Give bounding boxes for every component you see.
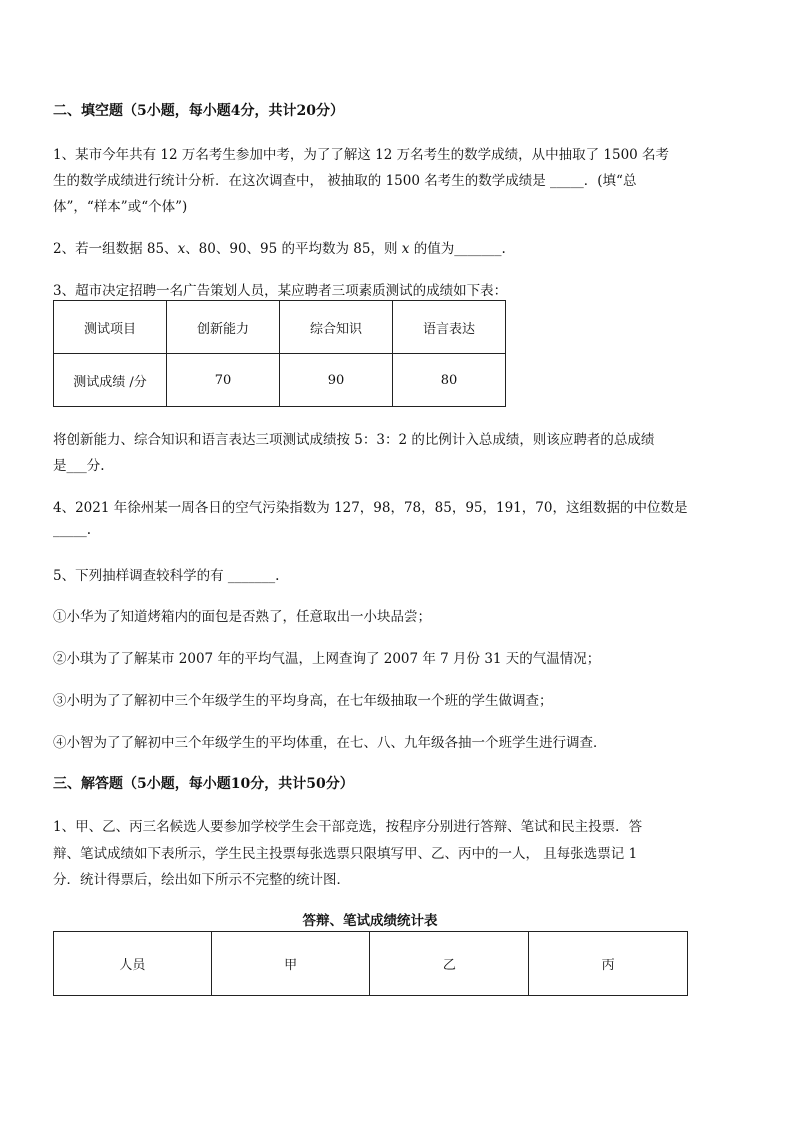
q5-option: ②小琪为了了解某市 2007 年的平均气温，上网查询了 2007 年 7 月份 31 天的气温情况； [53,651,601,667]
q1-line2: 生的数学成绩进行统计分析．在这次调查中， 被抽取的 1500 名考生的数学成绩是 _____．(填“总 [53,173,637,189]
q3-table-cell: 70 [166,354,279,407]
q3-table-header-cell: 语言表达 [392,301,505,354]
s3-table-header-cell: 人员 [54,932,212,996]
q2-variable-2: x [401,241,410,257]
q4-line1: 4、2021 年徐州某一周各日的空气污染指数为 127，98，78，85，95，191，70，这组数据的中位数是 [53,500,688,516]
s3-q1-line3: 分．统计得票后，绘出如下所示不完整的统计图． [53,872,350,888]
q5-option: ①小华为了知道烤箱内的面包是否熟了，任意取出一小块品尝； [53,609,431,625]
q5-option: ④小智为了了解初中三个年级学生的平均体重，在七、八、九年级各抽一个班学生进行调查． [53,735,607,751]
q3-table-cell: 90 [279,354,392,407]
section3-heading: 三、解答题（5小题，每小题10分，共计50分） [53,776,354,792]
q3-line1: 将创新能力、综合知识和语言表达三项测试成绩按 5：3：2 的比例计入总成绩，则该应聘者的总成绩 [53,432,655,448]
s3-q1-line2: 辩、笔试成绩如下表所示，学生民主投票每张选票只限填写甲、乙、丙中的一人， 且每张选票记 1 [53,846,638,862]
section2-heading: 二、填空题（5小题，每小题4分，共计20分） [53,103,344,119]
q3-table-cell: 测试成绩 /分 [54,354,167,407]
table-caption: 答辩、笔试成绩统计表 [302,913,438,929]
q3-intro: 3、超市决定招聘一名广告策划人员，某应聘者三项素质测试的成绩如下表： [53,283,508,299]
q3-line2: 是___分. [53,458,105,474]
q5-intro: 5、下列抽样调查较科学的有 _______. [53,568,280,584]
q3-table-cell: 80 [392,354,505,407]
s3-table-header-cell: 甲 [211,932,370,996]
q2-mid: 、80、90、95 的平均数为 85，则 [185,241,402,257]
s3-score-table [53,931,688,996]
s3-table-header-cell: 乙 [370,932,529,996]
q3-table-header-cell: 综合知识 [279,301,392,354]
q3-table-header-cell: 创新能力 [166,301,279,354]
q2-line [53,237,506,257]
q4-line2: _____. [53,522,92,538]
q2-post: 的值为_______. [409,241,506,257]
s3-q1-line1: 1、甲、乙、丙三名候选人要参加学校学生会干部竞选，按程序分别进行答辩、笔试和民主投票．答 [53,819,643,835]
q5-option: ③小明为了了解初中三个年级学生的平均身高，在七年级抽取一个班的学生做调查； [53,693,553,709]
q3-score-table [53,300,506,407]
q1-line1: 1、某市今年共有 12 万名考生参加中考，为了了解这 12 万名考生的数学成绩，从中抽取了 1500 名考 [53,147,670,163]
q3-table-header-cell: 测试项目 [54,301,167,354]
q2-pre: 2、若一组数据 85、 [53,241,178,257]
q1-line3: 体”，“样本”或“个体”) [53,199,188,215]
s3-table-header-cell: 丙 [529,932,688,996]
q2-variable: x [177,241,186,257]
